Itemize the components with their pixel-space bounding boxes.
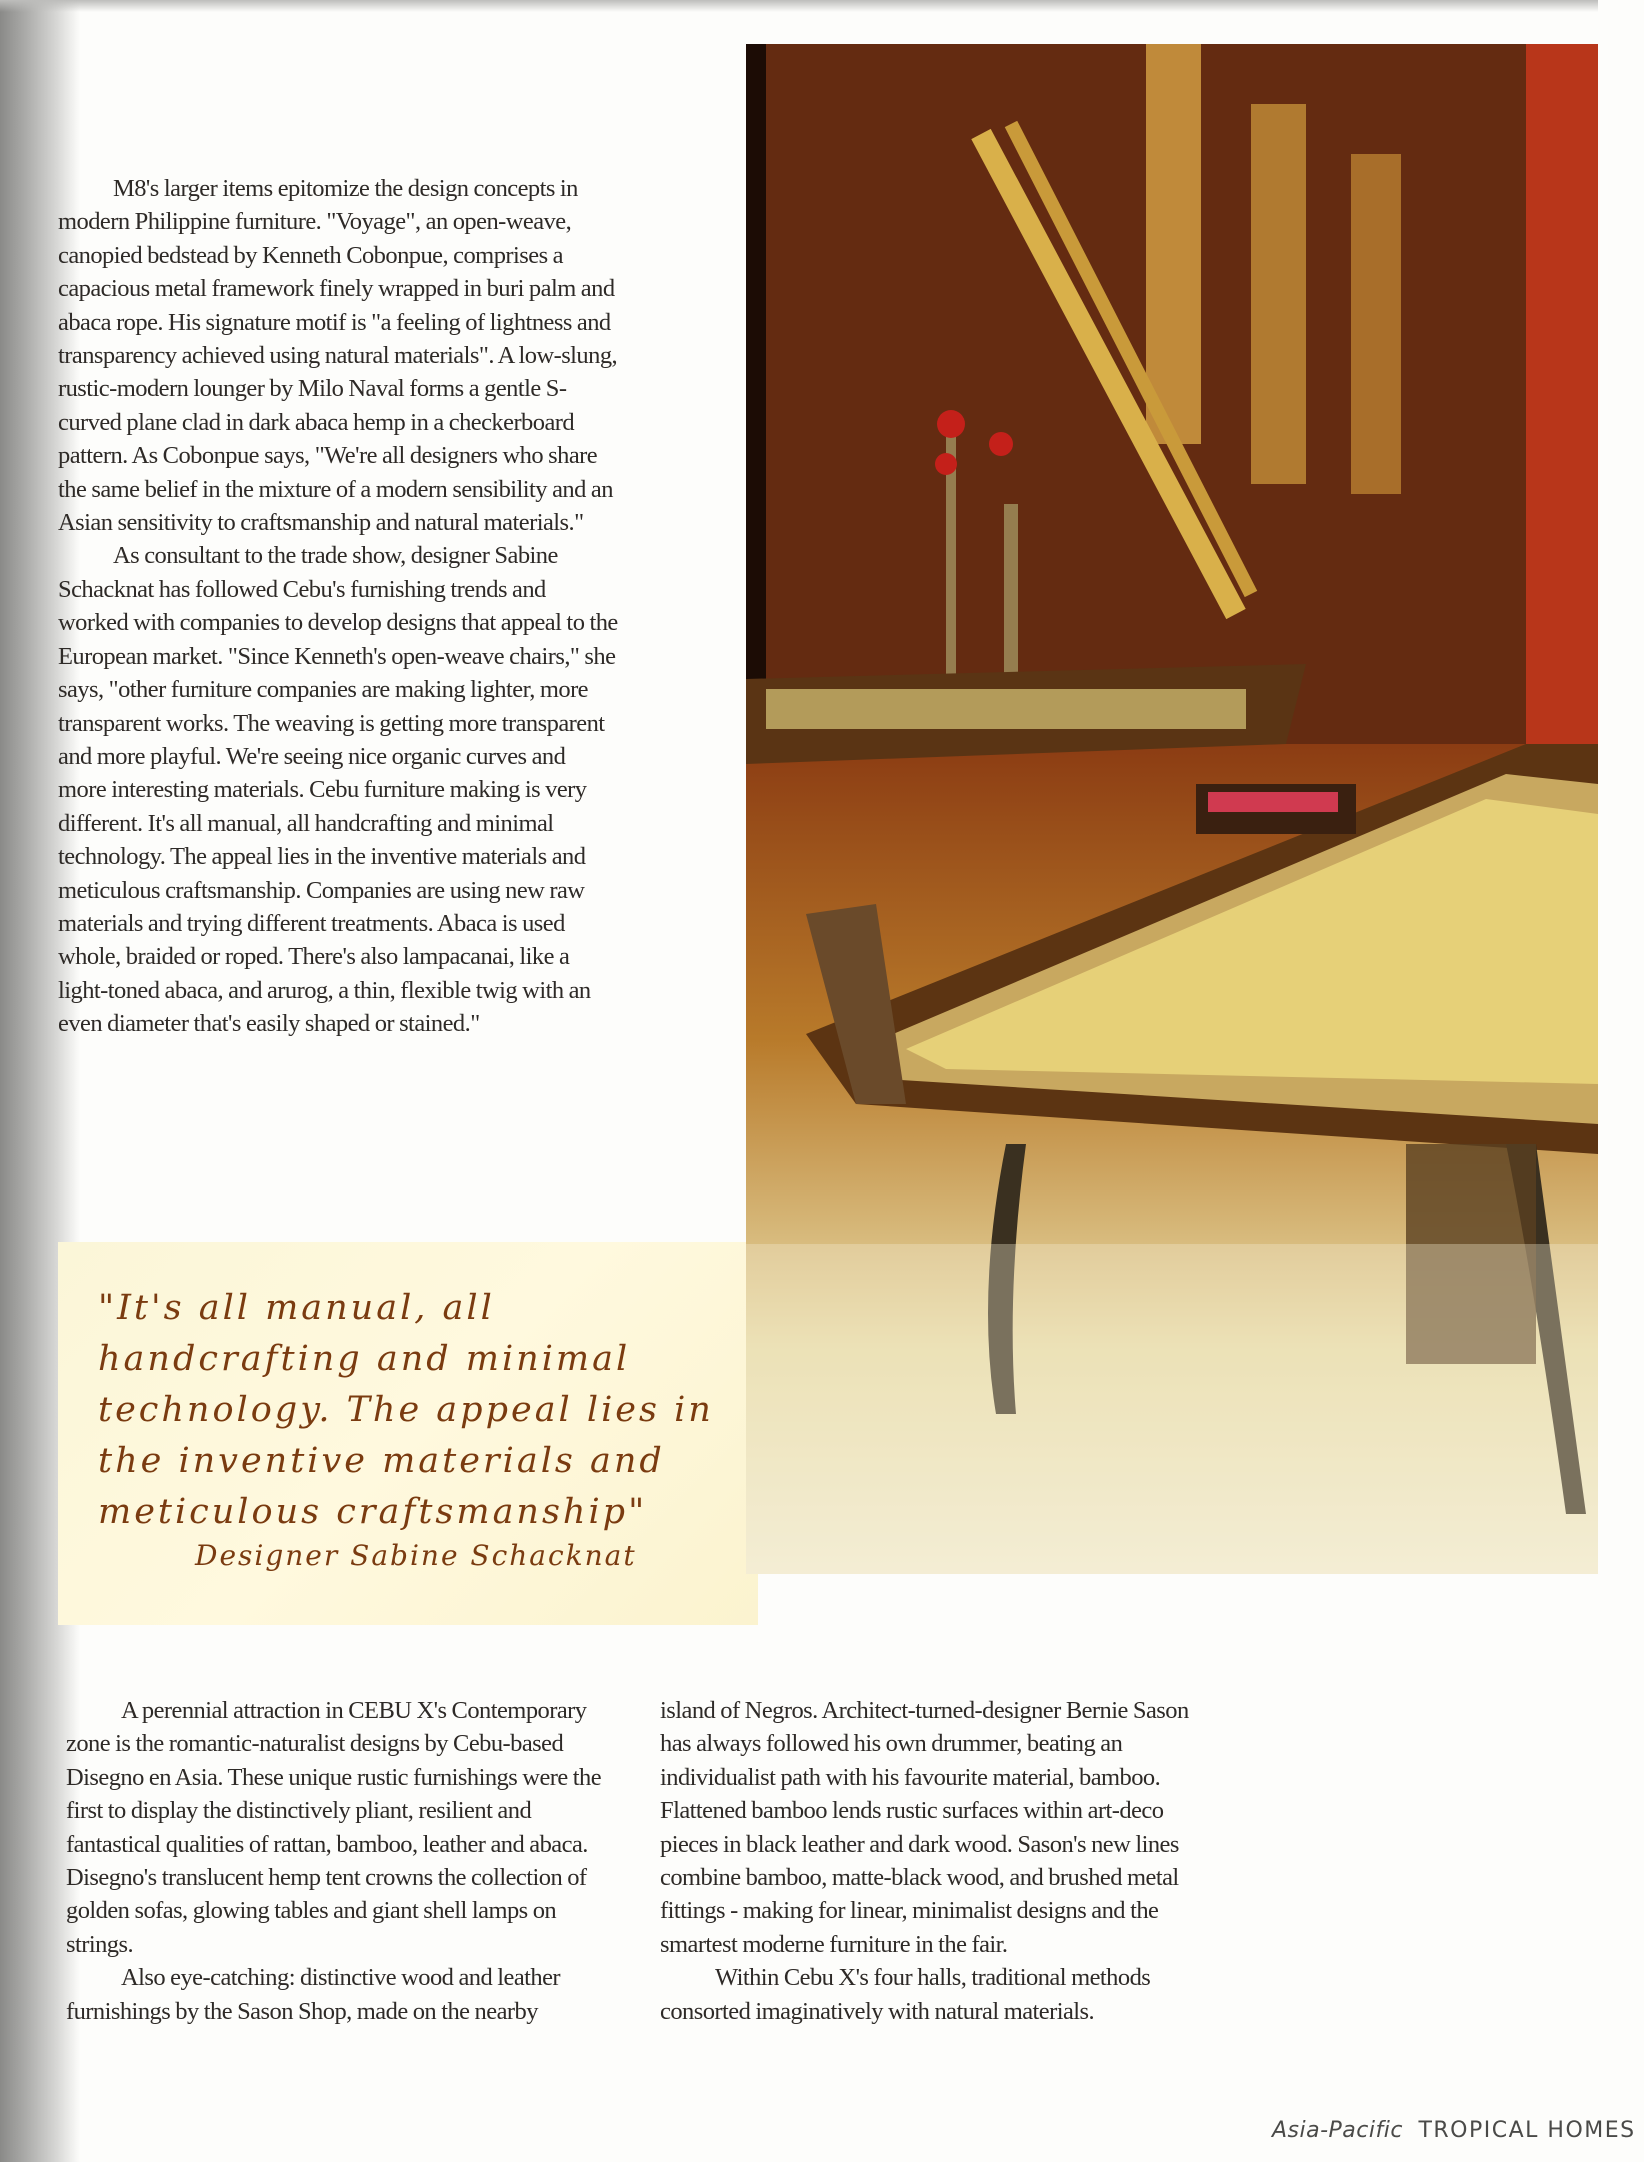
paragraph: As consultant to the trade show, designer Sabine Schacknat has followed Cebu's furnishing trends and worked with companies to develop designs that appeal to the European market. "Since Kenneth's open-weave chairs," she says, "other furniture companies are making lighter, more transparent works. The weaving is getting more transparent and more playful. We're seeing nice organic curves and more interesting materials. Cebu furniture making is very different. It's all manual, all handcrafting and minimal technology. The appeal lies in the inventive materials and meticulous craftsmanship. Companies are using new raw materials and trying different treatments. Abaca is used whole, braided or roped. There's also lampacanai, like a light-toned abaca, and arurog, a thin, flexible twig with an even diameter that's easily shaped or stained." [58, 542, 618, 1038]
paragraph: Also eye-catching: distinctive wood and leather furnishings by the Sason Shop, made on the nearby [66, 1964, 561, 2025]
paragraph: M8's larger items epitomize the design concepts in modern Philippine furniture. "Voyage", an open-weave, canopied bedstead by Kenneth Cobonpue, comprises a capacious metal framework finely wrapped in buri palm and abaca rope. His signature motif is "a feeling of lightness and transparency achieved using natural materials". A low-slung, rustic-modern lounger by Milo Naval forms a gentle S-curved plane clad in dark abaca hemp in a checkerboard pattern. As Cobonpue says, "We're all designers who share the same belief in the mixture of a modern sensibility and an Asian sensitivity to craftsmanship and natural materials." [58, 175, 618, 537]
article-column-top [58, 172, 618, 1041]
article-column-bottom-left [66, 1694, 626, 2028]
page-footer [1272, 2118, 1636, 2143]
paragraph: A perennial attraction in CEBU X's Contemporary zone is the romantic-naturalist designs by Cebu-based Disegno en Asia. These unique rustic furnishings were the first to display the distinctively pliant, resilient and fantastical qualities of rattan, bamboo, leather and abaca. Disegno's translucent hemp tent crowns the collection of golden sofas, glowing tables and giant shell lamps on strings. [66, 1697, 602, 1958]
article-column-bottom-right [660, 1694, 1220, 2028]
footer-region: Asia-Pacific [1272, 2118, 1403, 2143]
pull-quote-attribution: Designer Sabine Schacknat [195, 1539, 637, 1572]
paragraph: Within Cebu X's four halls, traditional methods consorted imaginatively with natural materials. [660, 1964, 1151, 2025]
paragraph: island of Negros. Architect-turned-designer Bernie Sason has always followed his own drummer, beating an individualist path with his favourite material, bamboo. Flattened bamboo lends rustic surfaces within art-deco pieces in black leather and dark wood. Sason's new lines combine bamboo, matte-black wood, and brushed metal fittings - making for linear, minimalist designs and the smartest moderne furniture in the fair. [660, 1697, 1189, 1958]
footer-magazine-name: TROPICAL HOMES [1418, 2118, 1636, 2143]
pull-quote-text: "It's all manual, all handcrafting and minimal technology. The appeal lies in the inventive materials and meticulous craftsmanship" [98, 1288, 714, 1532]
page-top-shadow [0, 0, 1598, 12]
dining-room-photo [746, 44, 1598, 1574]
